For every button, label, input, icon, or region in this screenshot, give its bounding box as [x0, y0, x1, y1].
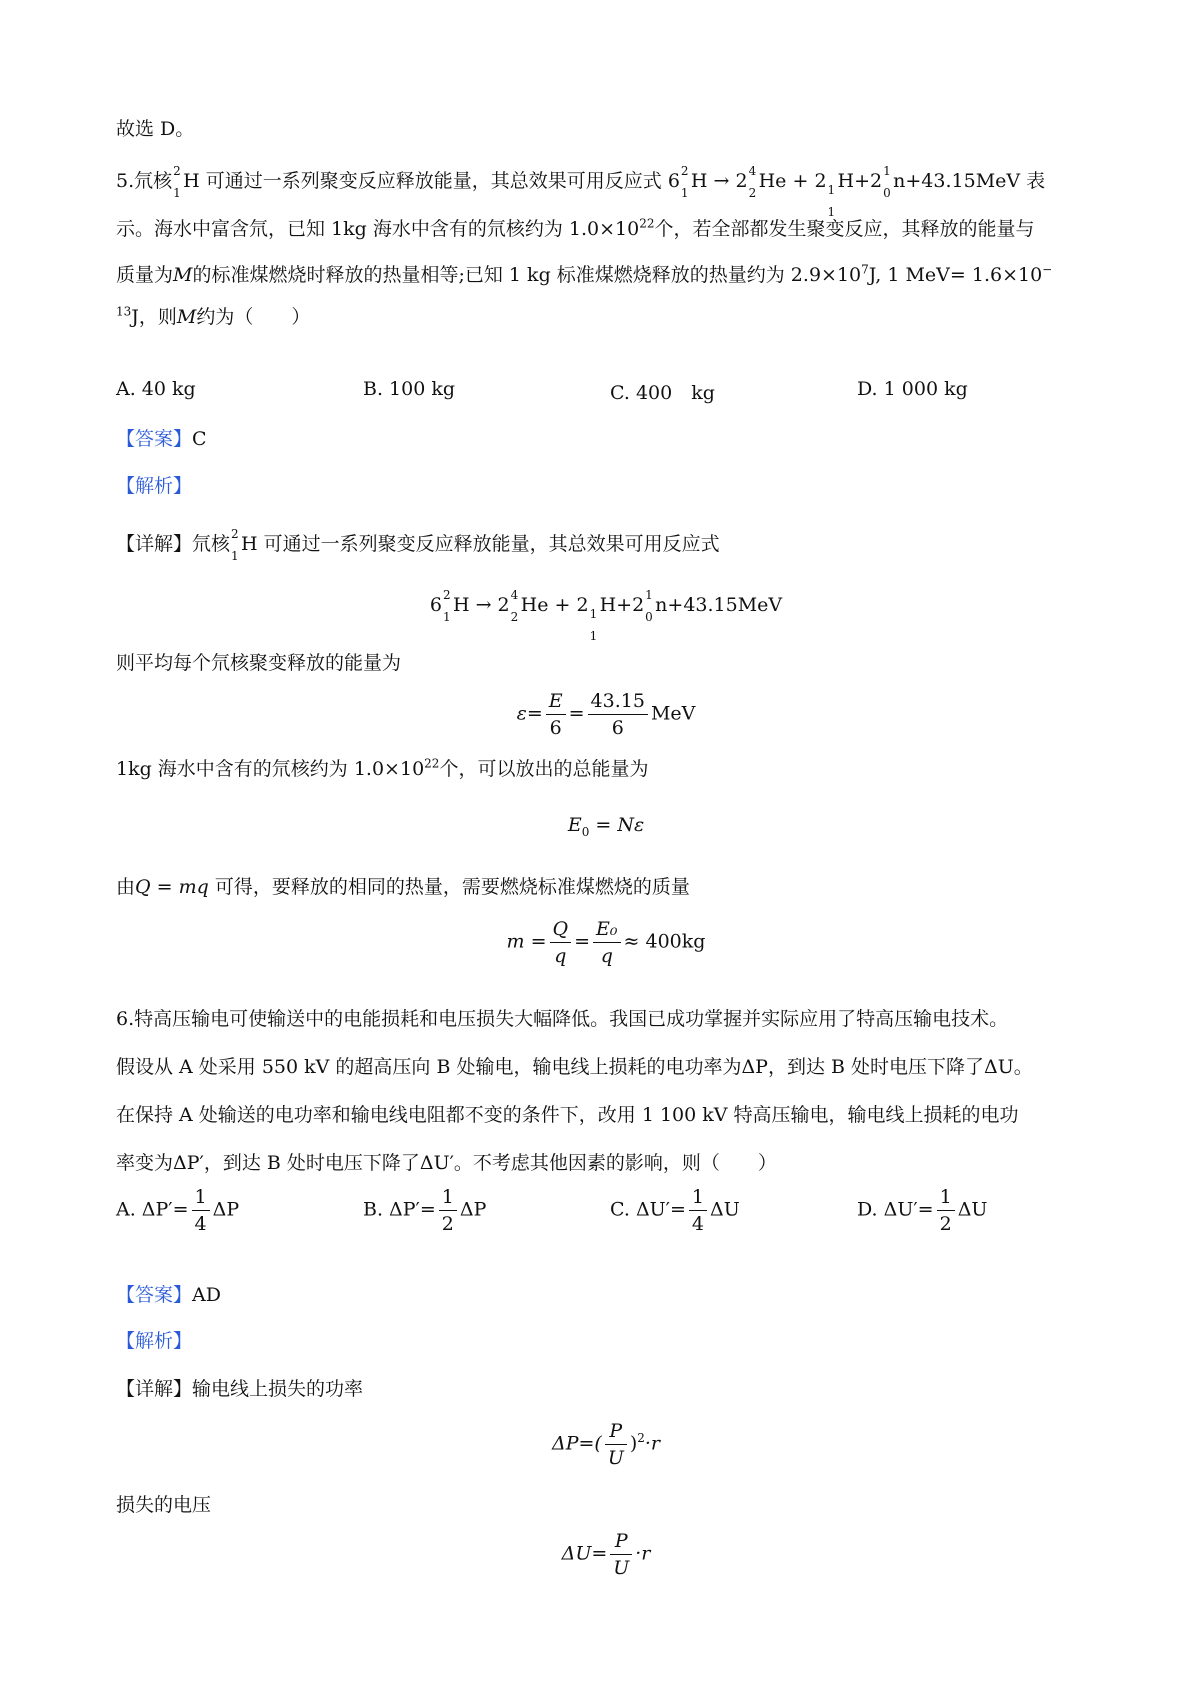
analysis-tag: 【解析】: [116, 1330, 193, 1352]
q6-option-b: B. ΔP′= $\frac{1}{2}$ ΔP: [363, 1186, 487, 1235]
q6-answer: [116, 1282, 221, 1308]
q5-option-d: D. 1 000 kg: [857, 378, 968, 400]
detail-tag: 【详解】: [116, 1378, 193, 1400]
q6-stem-line-3: 在保持 A 处输送的电功率和输电线电阻都不变的条件下，改用 1 100 kV 特高压输电，输电线上损耗的电功: [116, 1104, 1019, 1126]
reaction-equation-inline: 6 2 1 H → 2 4 2 He + 2 1 1 H+2 1 0 n+43.15MeV: [667, 164, 1021, 219]
answer-value: AD: [192, 1284, 221, 1306]
q6-option-c: C. ΔU′= $\frac{1}{4}$ ΔU: [610, 1186, 740, 1235]
analysis-tag: 【解析】: [116, 475, 193, 497]
power-loss-formula: ΔP=( $\frac{P}{U}$ )$^2$·r: [551, 1420, 661, 1469]
q6-analysis: [116, 1328, 192, 1354]
q5-option-a: A. 40 kg: [116, 378, 196, 400]
detail-tag: 【详解】: [116, 533, 193, 555]
q5-option-c: C. 400 kg: [610, 382, 715, 404]
e0-formula: $E_0 = N\varepsilon$: [567, 814, 645, 839]
q5-q-mq-text: 由Q = mq 可得，要释放的相同的热量，需要燃烧标准煤燃烧的质量: [116, 876, 690, 898]
answer-value: C: [192, 428, 207, 450]
q5-stem-line-4: $^{13}$J，则M约为（ ）: [116, 304, 311, 328]
q6-option-d: D. ΔU′= $\frac{1}{2}$ ΔU: [857, 1186, 988, 1235]
epsilon-formula: ε= $\frac{E}{6}$ = $\frac{43.15}{6}$ MeV: [516, 690, 696, 739]
prev-conclusion: 故选 D。: [116, 118, 195, 140]
q6-stem-line-1: 6.特高压输电可使输送中的电能损耗和电压损失大幅降低。我国已成功掌握并实际应用了特高压输电技术。: [116, 1008, 1009, 1030]
q5-stem-line-2: 示。海水中富含氘，已知 1kg 海水中含有的氘核约为 $1.0\times 10^{22}$个，若全部都发生聚变反应，其释放的能量与: [116, 216, 1035, 240]
deuterium-nuclide: 2 1 H: [173, 164, 200, 200]
q5-stem-line-1: 5.氘核 2 1 H 可通过一系列聚变反应释放能量，其总效果可用反应式 6 2 1 H → 2 4 2 He + 2 1 1 H+2 1 0 n+43.15MeV 表: [116, 164, 1046, 219]
q5-answer: [116, 426, 207, 452]
q6-detail-line: 【详解】输电线上损失的功率: [116, 1378, 364, 1400]
answer-tag: 【答案】: [116, 428, 193, 450]
q5-stem-line-3: 质量为M的标准煤燃烧时释放的热量相等;已知 1 kg 标准煤燃烧释放的热量约为 $2.9\times 10^7J$, 1 MeV= 1.6×10−: [116, 262, 1053, 286]
q5-total-energy-text: 1kg 海水中含有的氘核约为 $1.0\times 10^{22}$个，可以放出的总能量为: [116, 756, 649, 780]
q5-option-b: B. 100 kg: [363, 378, 456, 400]
q6-option-a: A. ΔP′= $\frac{1}{4}$ ΔP: [116, 1186, 240, 1235]
q5-analysis: [116, 473, 192, 499]
answer-tag: 【答案】: [116, 1284, 193, 1306]
q5-avg-energy-text: 则平均每个氘核聚变释放的能量为: [116, 652, 402, 674]
q6-stem-line-4: 率变为ΔP′，到达 B 处时电压下降了ΔU′。不考虑其他因素的影响，则（ ）: [116, 1152, 777, 1174]
q5-detail-line: 【详解】氘核 2 1 H 可通过一系列聚变反应释放能量，其总效果可用反应式: [116, 527, 720, 563]
q6-stem-line-2: 假设从 A 处采用 550 kV 的超高压向 B 处输电，输电线上损耗的电功率为ΔP，到达 B 处时电压下降了ΔU。: [116, 1056, 1033, 1078]
document-page: [116, 0, 1096, 1698]
mass-formula: m = $\frac{Q}{q}$ = $\frac{\text{E₀}}{q}$ ≈ 400kg: [506, 918, 706, 967]
voltage-loss-formula: ΔU= $\frac{P}{U}$ ·r: [561, 1530, 651, 1579]
reaction-equation-display: 6 2 1 H → 2 4 2 He + 2 1 1 H+2 1 0 n+43.15MeV: [429, 588, 783, 643]
q6-voltage-loss-text: 损失的电压: [116, 1494, 212, 1516]
